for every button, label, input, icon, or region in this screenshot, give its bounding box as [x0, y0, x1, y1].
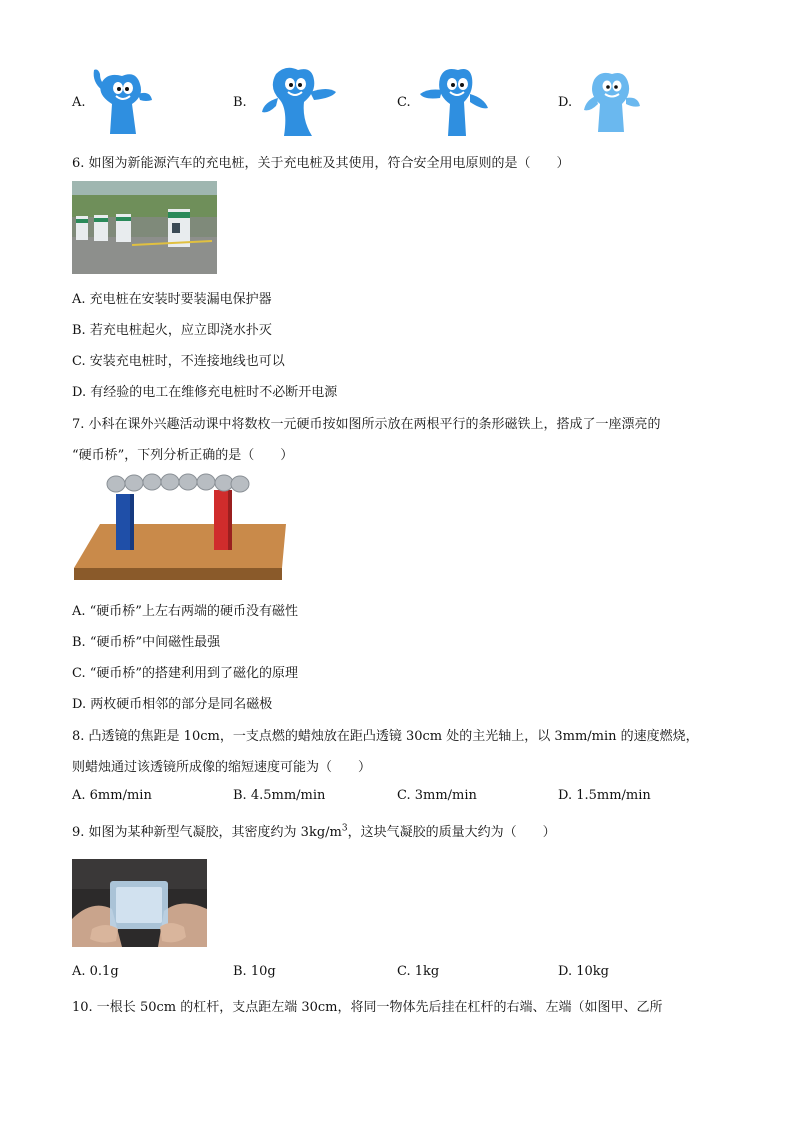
q6-stem: 6. 如图为新能源汽车的充电桩，关于充电桩及其使用，符合安全用电原则的是（ ）: [72, 156, 570, 171]
q9-stem: [72, 821, 556, 840]
q8-option-d: D. 1.5mm/min: [558, 788, 651, 803]
q9-stem-after: ，这块气凝胶的质量大约为（ ）: [347, 825, 556, 840]
q10-stem-line1: 10. 一根长 50cm 的杠杆，支点距左端 30cm，将同一物体先后挂在杠杆的右端、左端（如图甲、乙所: [72, 1000, 663, 1015]
haibao-mascot-waving-icon: [88, 64, 158, 138]
q6-option-d: D. 有经验的电工在维修充电桩时不必断开电源: [72, 385, 338, 400]
q8-option-b: B. 4.5mm/min: [233, 788, 326, 803]
q9-option-d: D. 10kg: [558, 964, 609, 979]
q7-option-b: B. “硬币桥”中间磁性最强: [72, 635, 221, 650]
q9-stem-superscript: 3: [341, 823, 348, 834]
q9-option-c: C. 1kg: [397, 964, 440, 979]
q6-option-b: B. 若充电桩起火，应立即浇水扑灭: [72, 323, 272, 338]
haibao-mascot-leaning-icon: [258, 62, 340, 140]
q9-stem-before: 9. 如图为某种新型气凝胶，其密度约为 3kg/m: [72, 825, 342, 840]
q6-option-c: C. 安装充电桩时，不连接地线也可以: [72, 354, 285, 369]
q5-option-a-label: A.: [72, 95, 86, 110]
q8-stem-line1: 8. 凸透镜的焦距是 10cm，一支点燃的蜡烛放在距凸透镜 30cm 处的主光轴上，以 3mm/min 的速度燃烧，: [72, 729, 699, 744]
haibao-mascot-thumbs-up-icon: [582, 66, 644, 136]
q7-stem-line1: 7. 小科在课外兴趣活动课中将数枚一元硬币按如图所示放在两根平行的条形磁铁上，搭成了一座漂亮的: [72, 417, 661, 432]
q9-option-b: B. 10g: [233, 964, 276, 979]
q5-option-d-label: D.: [558, 95, 573, 110]
q5-option-b-label: B.: [233, 95, 247, 110]
charging-stations-photo-icon: [72, 181, 217, 274]
q6-option-a: A. 充电桩在安装时要装漏电保护器: [72, 292, 272, 307]
q8-stem-line2: 则蜡烛通过该透镜所成像的缩短速度可能为（ ）: [72, 760, 372, 775]
coin-bridge-on-magnets-icon: [72, 472, 286, 582]
q8-option-c: C. 3mm/min: [397, 788, 477, 803]
aerogel-block-photo-icon: [72, 859, 207, 947]
q7-option-d: D. 两枚硬币相邻的部分是同名磁极: [72, 697, 273, 712]
haibao-mascot-pointing-icon: [418, 60, 492, 140]
q5-option-c-label: C.: [397, 95, 411, 110]
q7-option-c: C. “硬币桥”的搭建利用到了磁化的原理: [72, 666, 299, 681]
q7-stem-line2: “硬币桥”，下列分析正确的是（ ）: [72, 448, 294, 463]
q9-option-a: A. 0.1g: [72, 964, 119, 979]
q7-option-a: A. “硬币桥”上左右两端的硬币没有磁性: [72, 604, 298, 619]
q8-option-a: A. 6mm/min: [72, 788, 152, 803]
